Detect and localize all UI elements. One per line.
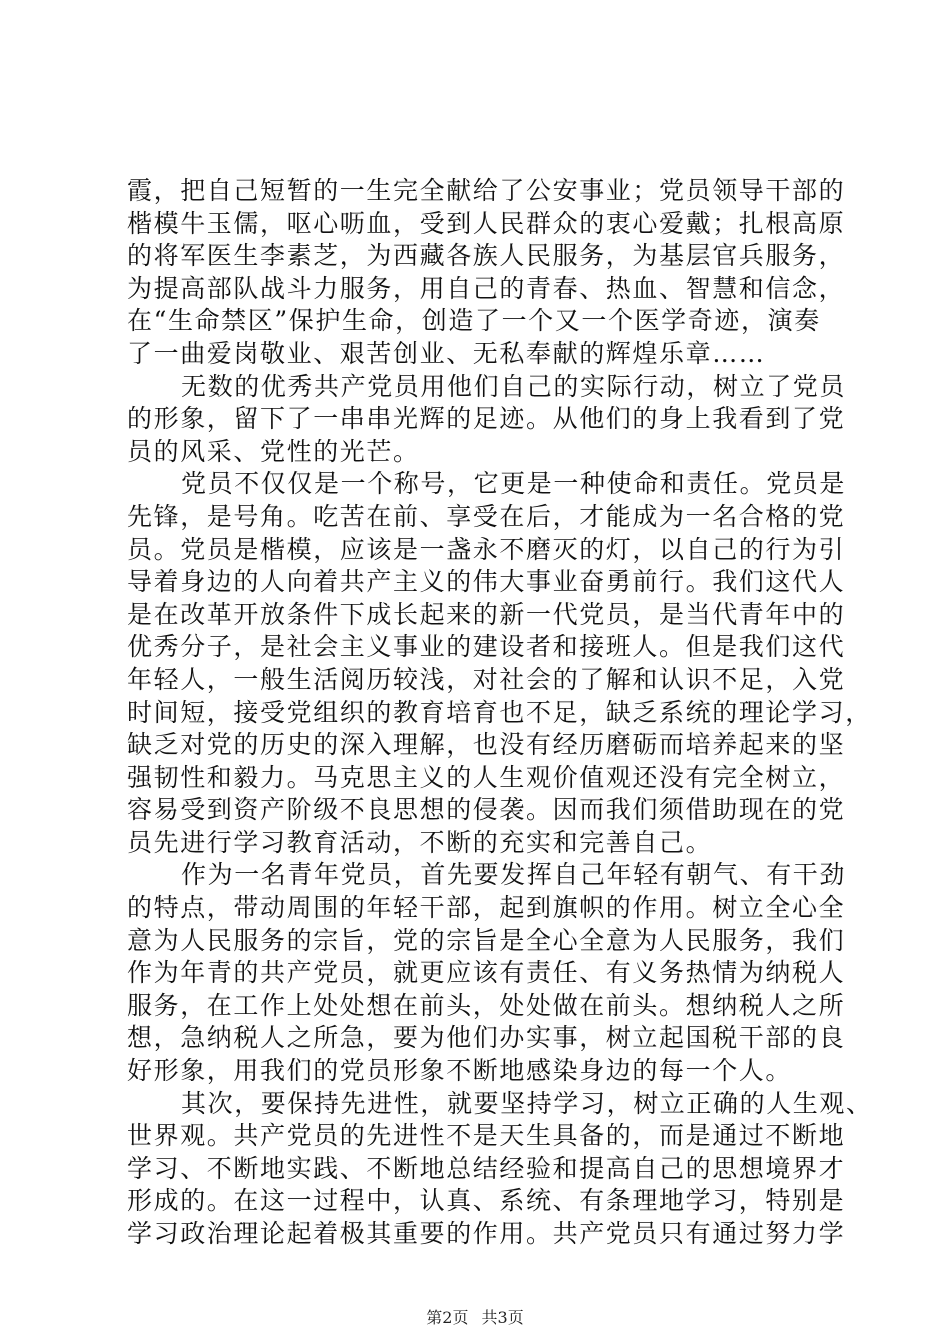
text-line: 是在改革开放条件下成长起来的新一代党员，是当代青年中的: [127, 599, 846, 629]
text-line: 作为年青的共产党员，就更应该有责任、有义务热情为纳税人: [127, 958, 846, 988]
text-line: 党员不仅仅是一个称号，它更是一种使命和责任。党员是: [181, 469, 847, 499]
document-body: [127, 175, 873, 1251]
text-line: 为提高部队战斗力服务，用自己的青春、热血、智慧和信念，: [127, 273, 846, 303]
text-line: 无数的优秀共产党员用他们自己的实际行动，树立了党员: [181, 371, 847, 401]
text-line: 形成的。在这一过程中，认真、系统、有条理地学习，特别是: [127, 1186, 846, 1216]
text-line: 员先进行学习教育活动，不断的充实和完善自己。: [127, 827, 713, 857]
page-footer: [0, 1305, 950, 1328]
text-line: 楷模牛玉儒，呕心呖血，受到人民群众的衷心爱戴；扎根高原: [127, 208, 846, 238]
text-line: 缺乏对党的历史的深入理解，也没有经历磨砺而培养起来的坚: [127, 730, 846, 760]
page-number: 第2页: [426, 1308, 469, 1327]
text-line: 员。党员是楷模，应该是一盏永不磨灭的灯，以自己的行为引: [127, 534, 846, 564]
text-line: 先锋，是号角。吃苦在前、享受在后，才能成为一名合格的党: [127, 501, 846, 531]
paragraph: [127, 859, 847, 1087]
text-line: 员的风采、党性的光芒。: [127, 436, 420, 466]
text-line: 的将军医生李素芝，为西藏各族人民服务，为基层官兵服务，: [127, 241, 846, 271]
text-line: 好形象，用我们的党员形象不断地感染身边的每一个人。: [127, 1056, 793, 1086]
text-line: 霞，把自己短暂的一生完全献给了公安事业；党员领导干部的: [127, 176, 846, 205]
text-line: 优秀分子，是社会主义事业的建设者和接班人。但是我们这代: [127, 632, 846, 662]
text-line: 其次，要保持先进性，就要坚持学习，树立正确的人生观、: [181, 1088, 873, 1118]
text-line: 世界观。共产党员的先进性不是天生具备的，而是通过不断地: [127, 1121, 846, 1151]
paragraph: [127, 468, 872, 859]
text-line: 作为一名青年党员，首先要发挥自己年轻有朝气、有干劲: [181, 860, 847, 890]
text-line: 学习、不断地实践、不断地总结经验和提高自己的思想境界才: [127, 1153, 846, 1183]
text-line: 时间短，接受党组织的教育培育也不足，缺乏系统的理论学习，: [127, 697, 872, 727]
text-line: 了一曲爱岗敬业、艰苦创业、无私奉献的辉煌乐章……: [127, 338, 766, 368]
text-line: 想，急纳税人之所急，要为他们办实事，树立起国税干部的良: [127, 1023, 846, 1053]
text-line: 在“生命禁区”保护生命，创造了一个又一个医学奇迹，演奏: [127, 306, 821, 336]
text-line: 导着身边的人向着共产主义的伟大事业奋勇前行。我们这代人: [127, 567, 846, 597]
text-line: 容易受到资产阶级不良思想的侵袭。因而我们须借助现在的党: [127, 795, 846, 825]
paragraph: [127, 175, 846, 371]
page-total: 共3页: [481, 1308, 524, 1327]
text-line: 服务，在工作上处处想在前头，处处做在前头。想纳税人之所: [127, 990, 846, 1020]
text-line: 年轻人，一般生活阅历较浅，对社会的了解和认识不足，入党: [127, 664, 846, 694]
paragraph: [127, 1088, 873, 1251]
text-line: 学习政治理论起着极其重要的作用。共产党员只有通过努力学: [127, 1219, 846, 1248]
paragraph: [127, 371, 847, 469]
text-line: 的特点，带动周围的年轻干部，起到旗帜的作用。树立全心全: [127, 893, 846, 923]
text-line: 的形象，留下了一串串光辉的足迹。从他们的身上我看到了党: [127, 404, 846, 434]
text-line: 意为人民服务的宗旨，党的宗旨是全心全意为人民服务，我们: [127, 925, 846, 955]
text-line: 强韧性和毅力。马克思主义的人生观价值观还没有完全树立，: [127, 762, 846, 792]
